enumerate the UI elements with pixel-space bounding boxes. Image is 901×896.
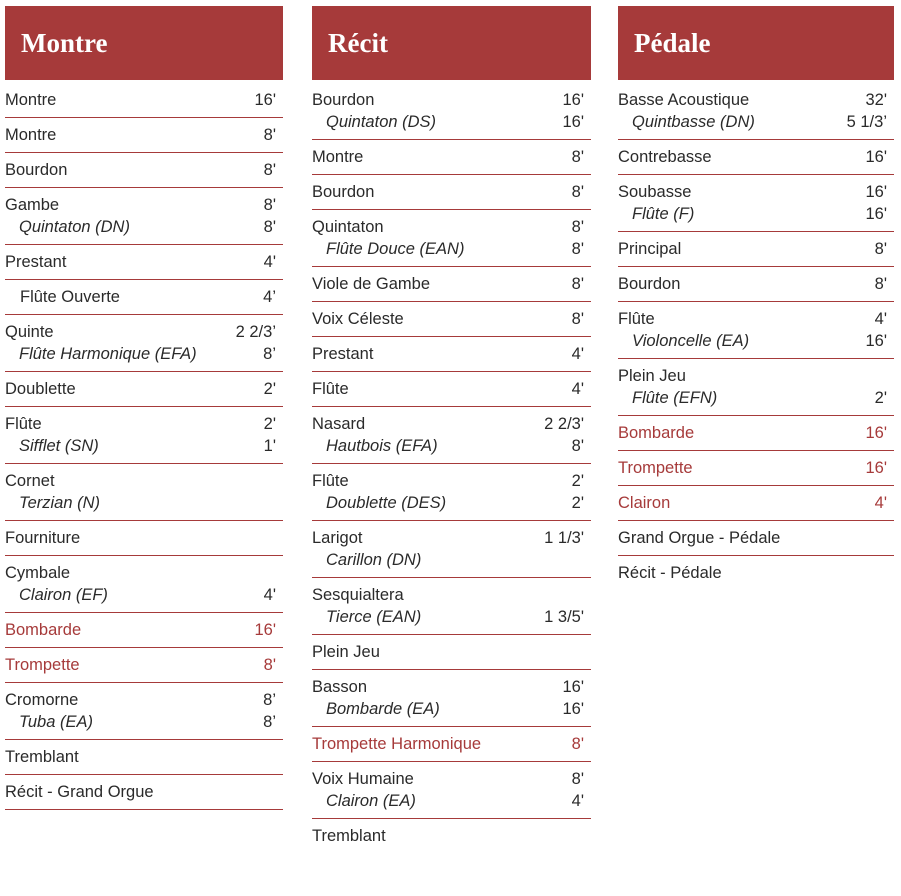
stop-row	[5, 775, 283, 810]
stop-size: 1 3/5'	[544, 608, 584, 626]
stop-row	[5, 613, 283, 648]
column-pedale	[618, 6, 894, 590]
stop-row	[312, 267, 591, 302]
stop-line	[312, 273, 584, 295]
stop-name: Bombarde	[618, 424, 695, 442]
stop-row	[618, 521, 894, 556]
stop-row	[312, 635, 591, 670]
stop-name: Récit - Pédale	[618, 564, 722, 582]
stop-row	[5, 683, 283, 740]
stop-name: Bourdon	[312, 183, 375, 201]
stop-line	[312, 146, 584, 168]
stop-line-secondary	[618, 330, 887, 352]
stop-size: 8'	[571, 218, 584, 236]
stop-row	[312, 302, 591, 337]
stop-name: Flûte	[312, 380, 349, 398]
stop-line	[5, 159, 276, 181]
stop-line	[312, 470, 584, 492]
stop-name: Cornet	[5, 472, 55, 490]
stop-line	[5, 619, 276, 641]
stop-line	[312, 825, 584, 847]
stop-row	[618, 232, 894, 267]
stop-size: 8’	[263, 713, 276, 731]
stop-row	[5, 280, 283, 315]
stop-line	[5, 781, 276, 803]
stop-name: Montre	[5, 91, 57, 109]
stop-size: 16'	[865, 205, 887, 223]
stop-name: Bourdon	[618, 275, 681, 293]
stop-line	[5, 286, 276, 308]
stop-name: Plein Jeu	[618, 367, 686, 385]
stop-name: Viole de Gambe	[312, 275, 431, 293]
stop-line	[5, 413, 276, 435]
stop-line-secondary	[312, 606, 584, 628]
stop-line	[5, 689, 276, 711]
stop-line	[618, 308, 887, 330]
stop-row	[5, 556, 283, 613]
stop-line	[5, 654, 276, 676]
stop-size: 8'	[874, 275, 887, 293]
stop-line	[618, 562, 887, 584]
stop-name: Tuba (EA)	[19, 713, 93, 731]
stop-row	[618, 486, 894, 521]
stop-name: Contrebasse	[618, 148, 712, 166]
stop-name: Nasard	[312, 415, 366, 433]
stop-name: Grand Orgue - Pédale	[618, 529, 781, 547]
stop-name: Bombarde (EA)	[326, 700, 440, 718]
stop-name: Quintbasse (DN)	[632, 113, 755, 131]
stop-name: Flûte	[312, 472, 349, 490]
stop-row	[618, 416, 894, 451]
stop-size: 8'	[874, 240, 887, 258]
stop-name: Doublette	[5, 380, 76, 398]
stop-name: Clairon (EA)	[326, 792, 416, 810]
stop-name: Clairon	[618, 494, 671, 512]
stop-line	[312, 216, 584, 238]
stop-name: Cromorne	[5, 691, 79, 709]
stop-line-secondary	[312, 238, 584, 260]
stop-size: 16'	[865, 148, 887, 166]
stop-row	[312, 727, 591, 762]
stop-line-secondary	[312, 790, 584, 812]
stop-row	[312, 407, 591, 464]
stop-name: Sifflet (SN)	[19, 437, 99, 455]
stop-line-secondary	[312, 111, 584, 133]
stop-line	[312, 413, 584, 435]
stop-row	[5, 372, 283, 407]
stop-name: Flûte Harmonique (EFA)	[19, 345, 197, 363]
stop-line	[312, 584, 584, 606]
stop-size: 4'	[571, 380, 584, 398]
stop-row	[312, 762, 591, 819]
stop-size: 4'	[571, 345, 584, 363]
stop-line	[312, 89, 584, 111]
stop-size: 8’	[263, 345, 276, 363]
stop-line	[618, 365, 887, 387]
stop-name: Quintaton	[312, 218, 384, 236]
stop-size: 16'	[562, 678, 584, 696]
stop-name: Principal	[618, 240, 682, 258]
stop-name: Trompette	[618, 459, 693, 477]
stop-size: 2'	[571, 472, 584, 490]
stop-line	[5, 746, 276, 768]
stop-name: Prestant	[312, 345, 374, 363]
stop-line-secondary	[618, 387, 887, 409]
stop-line-secondary	[5, 435, 276, 457]
stop-line	[312, 527, 584, 549]
stop-line	[5, 89, 276, 111]
stop-line	[618, 238, 887, 260]
stop-name: Flûte	[618, 310, 655, 328]
stop-name: Tierce (EAN)	[326, 608, 422, 626]
column-montre	[5, 6, 283, 810]
stop-row	[5, 315, 283, 372]
stop-row	[312, 578, 591, 635]
stop-line	[312, 768, 584, 790]
stop-name: Flûte Douce (EAN)	[326, 240, 465, 258]
stop-size: 16'	[865, 183, 887, 201]
stop-list	[312, 83, 591, 853]
stop-size: 16'	[865, 424, 887, 442]
stop-size: 2 2/3’	[235, 323, 276, 341]
stop-line	[618, 492, 887, 514]
stop-name: Gambe	[5, 196, 60, 214]
stop-size: 2'	[874, 389, 887, 407]
stop-name: Tremblant	[312, 827, 386, 845]
stop-size: 2 2/3'	[544, 415, 584, 433]
stop-line	[618, 273, 887, 295]
stop-name: Fourniture	[5, 529, 81, 547]
stop-line	[618, 527, 887, 549]
stop-name: Prestant	[5, 253, 67, 271]
stop-size: 8'	[263, 196, 276, 214]
stop-name: Montre	[5, 126, 57, 144]
stop-row	[312, 372, 591, 407]
stop-name: Cymbale	[5, 564, 71, 582]
stop-size: 1 1/3'	[544, 529, 584, 547]
stop-row	[618, 83, 894, 140]
stop-line-secondary	[312, 698, 584, 720]
stop-line-secondary	[5, 584, 276, 606]
stop-size: 2'	[263, 415, 276, 433]
stop-name: Quintaton (DS)	[326, 113, 437, 131]
stop-name: Bourdon	[312, 91, 375, 109]
column-title: Pédale	[618, 6, 894, 80]
stop-name: Violoncelle (EA)	[632, 332, 750, 350]
stop-size: 32'	[865, 91, 887, 109]
stop-row	[5, 521, 283, 556]
stop-line	[312, 733, 584, 755]
stop-name: Tremblant	[5, 748, 79, 766]
stop-line-secondary	[5, 216, 276, 238]
stop-size: 8'	[571, 310, 584, 328]
stop-line	[5, 194, 276, 216]
stop-size: 16'	[562, 91, 584, 109]
stop-size: 8'	[263, 126, 276, 144]
stop-list	[5, 83, 283, 810]
stop-name: Bombarde	[5, 621, 82, 639]
stop-row	[618, 140, 894, 175]
stop-size: 4’	[263, 288, 276, 306]
stop-size: 4'	[874, 310, 887, 328]
stop-row	[618, 359, 894, 416]
stop-size: 8'	[571, 148, 584, 166]
stop-name: Trompette Harmonique	[312, 735, 482, 753]
stop-name: Voix Humaine	[312, 770, 414, 788]
stop-row	[618, 175, 894, 232]
stop-size: 8'	[263, 218, 276, 236]
stop-name: Soubasse	[618, 183, 692, 201]
stop-name: Carillon (DN)	[326, 551, 422, 569]
stop-size: 16'	[865, 332, 887, 350]
stop-row	[312, 140, 591, 175]
stop-line	[312, 676, 584, 698]
column-title: Récit	[312, 6, 591, 80]
stop-line-secondary	[312, 492, 584, 514]
stop-size: 4'	[263, 586, 276, 604]
stop-size: 8'	[571, 735, 584, 753]
stop-row	[312, 521, 591, 578]
stop-size: 8'	[571, 770, 584, 788]
stop-name: Montre	[312, 148, 364, 166]
stop-line	[618, 89, 887, 111]
stop-name: Quinte	[5, 323, 54, 341]
stop-size: 16'	[562, 700, 584, 718]
stop-name: Flûte (F)	[632, 205, 695, 223]
stop-line	[5, 124, 276, 146]
stop-line-secondary	[618, 111, 887, 133]
stop-size: 16'	[865, 459, 887, 477]
stop-line-secondary	[5, 343, 276, 365]
stop-size: 16'	[254, 621, 276, 639]
stop-line	[5, 470, 276, 492]
stop-row	[618, 451, 894, 486]
stop-name: Flûte	[5, 415, 42, 433]
stop-row	[5, 407, 283, 464]
stop-line	[618, 181, 887, 203]
stop-name: Doublette (DES)	[326, 494, 447, 512]
stop-line	[618, 146, 887, 168]
stop-size: 8'	[571, 183, 584, 201]
stop-size: 4'	[571, 792, 584, 810]
stop-row	[5, 188, 283, 245]
stop-name: Voix Céleste	[312, 310, 404, 328]
stop-row	[5, 153, 283, 188]
stop-name: Quintaton (DN)	[19, 218, 130, 236]
stop-size: 8'	[571, 275, 584, 293]
stop-size: 5 1/3’	[846, 113, 887, 131]
stop-row	[5, 245, 283, 280]
stop-line	[5, 562, 276, 584]
stop-size: 1'	[263, 437, 276, 455]
stop-size: 2'	[263, 380, 276, 398]
stop-row	[312, 210, 591, 267]
stop-list	[618, 83, 894, 590]
stop-size: 16'	[562, 113, 584, 131]
stop-row	[618, 302, 894, 359]
stop-line-secondary	[312, 549, 584, 571]
stop-name: Basson	[312, 678, 368, 696]
stop-name: Bourdon	[5, 161, 68, 179]
stop-name: Hautbois (EFA)	[326, 437, 438, 455]
stop-row	[312, 464, 591, 521]
stop-row	[5, 83, 283, 118]
column-recit	[312, 6, 591, 853]
stop-name: Flûte Ouverte	[20, 288, 120, 306]
stop-row	[618, 556, 894, 590]
stop-row	[312, 175, 591, 210]
stop-size: 8'	[571, 437, 584, 455]
stop-size: 8'	[263, 161, 276, 179]
stop-size: 2'	[571, 494, 584, 512]
stop-size: 8'	[571, 240, 584, 258]
stop-line-secondary	[5, 711, 276, 733]
stop-line	[312, 343, 584, 365]
stop-line	[312, 308, 584, 330]
stop-size: 16'	[254, 91, 276, 109]
stop-line-secondary	[5, 492, 276, 514]
stop-row	[5, 118, 283, 153]
stop-line	[5, 527, 276, 549]
stop-line	[5, 378, 276, 400]
stop-name: Larigot	[312, 529, 363, 547]
stop-line	[618, 422, 887, 444]
stop-row	[5, 740, 283, 775]
stop-row	[5, 648, 283, 683]
stop-row	[312, 670, 591, 727]
stop-line-secondary	[312, 435, 584, 457]
stop-line	[312, 641, 584, 663]
stop-line	[5, 321, 276, 343]
stop-line	[312, 378, 584, 400]
stop-name: Clairon (EF)	[19, 586, 108, 604]
stop-size: 4'	[263, 253, 276, 271]
stop-row	[312, 337, 591, 372]
column-title: Montre	[5, 6, 283, 80]
stop-row	[618, 267, 894, 302]
stop-name: Sesquialtera	[312, 586, 404, 604]
stop-line	[312, 181, 584, 203]
stop-name: Basse Acoustique	[618, 91, 750, 109]
stop-row	[312, 83, 591, 140]
stop-size: 8’	[263, 691, 276, 709]
stop-size: 4'	[874, 494, 887, 512]
stop-name: Flûte (EFN)	[632, 389, 718, 407]
stop-name: Trompette	[5, 656, 80, 674]
stop-name: Terzian (N)	[19, 494, 100, 512]
stop-row	[5, 464, 283, 521]
stop-size: 8'	[263, 656, 276, 674]
stop-name: Récit - Grand Orgue	[5, 783, 154, 801]
stop-line	[5, 251, 276, 273]
stop-line	[618, 457, 887, 479]
stop-name: Plein Jeu	[312, 643, 380, 661]
stop-row	[312, 819, 591, 853]
stop-line-secondary	[618, 203, 887, 225]
